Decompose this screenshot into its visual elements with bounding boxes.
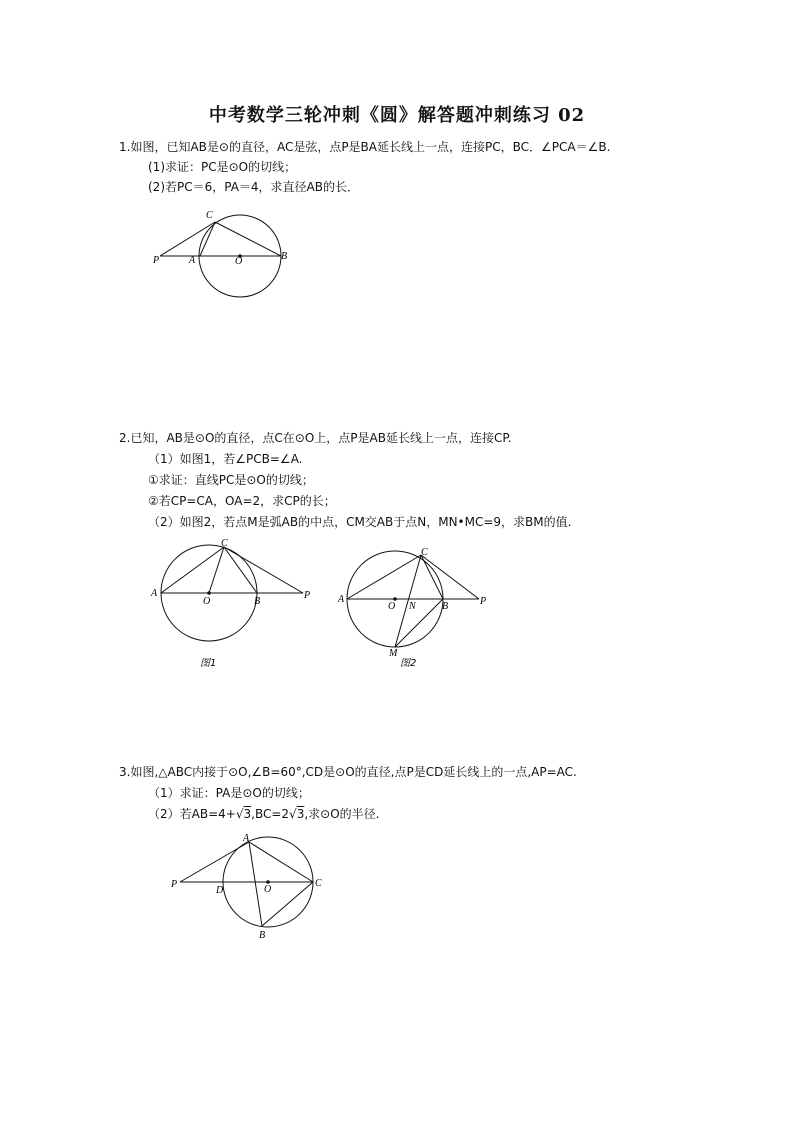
q3-label-c: C <box>315 878 322 889</box>
q3-part2-mid: ,BC=2 <box>251 807 290 821</box>
q2-part1: （1）如图1，若∠PCB=∠A. <box>148 452 303 466</box>
q3-part1: （1）求证：PA是⊙O的切线； <box>148 786 310 800</box>
q1-stem: 1.如图，已知AB是⊙的直径，AC是弦，点P是BA延长线上一点，连接PC，BC．∠PCA＝∠B. <box>119 140 611 154</box>
q3-part2-radicand-2: 3 <box>296 807 305 821</box>
q2f2-label-a: A <box>338 594 345 605</box>
q2-part1a: ①求证：直线PC是⊙O的切线； <box>148 473 314 487</box>
q3-label-o: O <box>264 884 272 895</box>
q1-part1: (1)求证：PC是⊙O的切线； <box>148 160 297 174</box>
q2-fig1-caption: 图1 <box>200 658 217 669</box>
q2f2-label-n: N <box>409 601 416 612</box>
q3-label-a: A <box>243 833 250 844</box>
q1-label-o: O <box>235 256 243 267</box>
q2f1-label-p: P <box>304 590 311 601</box>
q2f1-label-b: B <box>254 596 261 607</box>
q1-label-a: A <box>189 255 196 266</box>
q2f2-label-m: M <box>389 648 398 659</box>
q2-fig2-caption: 图2 <box>400 658 417 669</box>
q2f2-label-o: O <box>388 601 396 612</box>
q3-part2-start: （2）若AB=4+ <box>148 807 236 821</box>
q1-label-c: C <box>206 210 213 221</box>
q2f2-label-c: C <box>421 547 428 558</box>
q2f2-label-b: B <box>442 601 449 612</box>
q2-part1b: ②若CP=CA，OA=2，求CP的长； <box>148 494 336 508</box>
q3-stem: 3.如图,△ABC内接于⊙O,∠B=60°,CD是⊙O的直径,点P是CD延长线上的一点,AP=AC. <box>119 765 577 779</box>
q3-label-b: B <box>259 930 266 941</box>
sqrt-symbol: √ <box>289 807 297 821</box>
q2f1-label-c: C <box>221 538 228 549</box>
sqrt-symbol: √ <box>235 807 244 821</box>
q3-part2-end: ,求⊙O的半径. <box>304 807 380 821</box>
q2f1-label-a: A <box>151 588 158 599</box>
q2-stem: 2.已知，AB是⊙O的直径，点C在⊙O上，点P是AB延长线上一点，连接CP. <box>119 431 512 445</box>
q2f1-label-o: O <box>203 596 211 607</box>
q3-line-ac <box>249 842 313 882</box>
page-title: 中考数学三轮冲刺《圆》解答题冲刺练习 02 <box>208 105 586 126</box>
q1-label-p: P <box>153 255 160 266</box>
q3-label-d: D <box>216 885 224 896</box>
q1-part2: (2)若PC＝6，PA＝4，求直径AB的长． <box>148 180 360 194</box>
q3-label-p: P <box>171 879 178 890</box>
q3-part2-radicand-1: 3 <box>243 807 252 821</box>
q2-part2: （2）如图2，若点M是弧AB的中点，CM交AB于点N，MN•MC=9，求BM的值. <box>148 515 572 529</box>
q2f2-label-p: P <box>480 596 487 607</box>
q3-line-pa <box>180 842 249 882</box>
q1-label-b: B <box>281 251 288 262</box>
q3-line-ab <box>249 842 262 926</box>
